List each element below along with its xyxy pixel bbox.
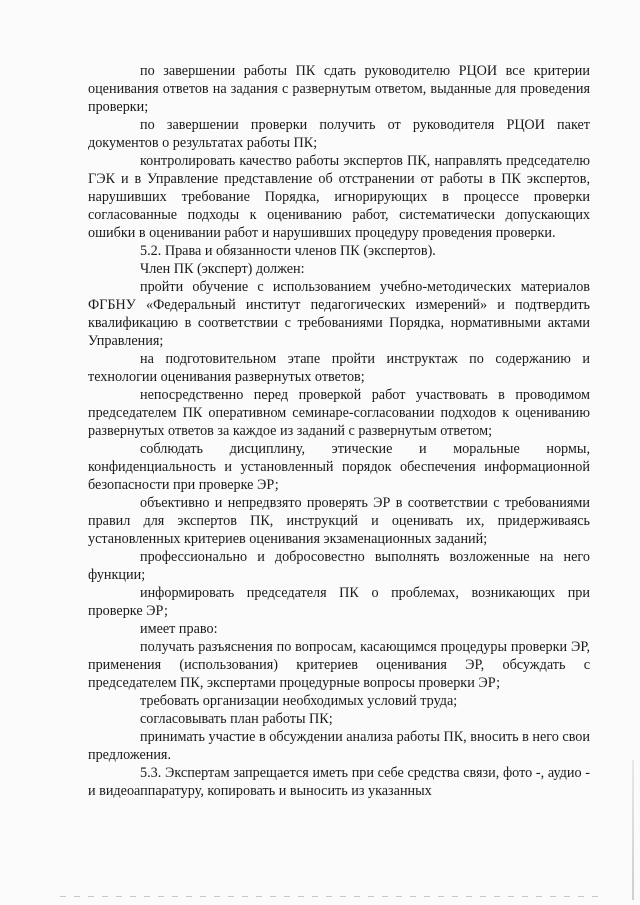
paragraph: по завершении проверки получить от руководителя РЦОИ пакет документов о результатах работы ПК;: [88, 117, 590, 151]
document-body: [88, 62, 590, 800]
paragraph: контролировать качество работы экспертов ПК, направлять председателю ГЭК и в Управление представление об отстранении от работы в ПК экспертов, нарушивших требование Порядка, игнорирующих в процессе проверки согласованные подходы к оцениванию работ, систематически допускающих ошибки в оценивании работ и нарушивших процедуру проведения проверки.: [88, 153, 590, 241]
paragraph: имеет право:: [140, 621, 218, 637]
paragraph: непосредственно перед проверкой работ участвовать в проводимом председателем ПК оперативном семинаре-согласовании подходов к оцениванию развернутых ответов за каждое из заданий с развернутым ответом;: [88, 387, 590, 439]
paragraph: принимать участие в обсуждении анализа работы ПК, вносить в него свои предложения.: [88, 729, 590, 763]
paragraph: информировать председателя ПК о проблемах, возникающих при проверке ЭР;: [88, 585, 590, 619]
paragraph: согласовывать план работы ПК;: [140, 711, 333, 727]
paragraph: объективно и непредвзято проверять ЭР в соответствии с требованиями правил для экспертов ПК, инструкций и оценивать их, придерживаясь установленных критериев оценивания экзаменационных заданий;: [88, 495, 590, 547]
paragraph: Член ПК (эксперт) должен:: [140, 261, 305, 277]
section-paragraph: 5.3. Экспертам запрещается иметь при себе средства связи, фото -, аудио - и видеоаппаратуру, копировать и выносить из указанных: [88, 765, 590, 799]
section-heading: 5.2. Права и обязанности членов ПК (экспертов).: [140, 243, 436, 259]
scan-bottom-artifact: [60, 896, 600, 897]
scan-edge-shadow: [632, 760, 634, 900]
paragraph: соблюдать дисциплину, этические и моральные нормы, конфиденциальность и установленный порядок обеспечения информационной безопасности при проверке ЭР;: [88, 441, 590, 493]
paragraph: получать разъяснения по вопросам, касающимся процедуры проверки ЭР, применения (использования) критериев оценивания ЭР, обсуждать с председателем ПК, экспертами процедурные вопросы проверки ЭР;: [88, 639, 590, 691]
paragraph: требовать организации необходимых условий труда;: [140, 693, 458, 709]
paragraph: пройти обучение с использованием учебно-методических материалов ФГБНУ «Федеральный институт педагогических измерений» и подтвердить квалификацию в соответствии с требованиями Порядка, нормативными актами Управления;: [88, 279, 590, 349]
paragraph: профессионально и добросовестно выполнять возложенные на него функции;: [88, 549, 590, 583]
paragraph: на подготовительном этапе пройти инструктаж по содержанию и технологии оценивания развернутых ответов;: [88, 351, 590, 385]
paragraph: по завершении работы ПК сдать руководителю РЦОИ все критерии оценивания ответов на задания с развернутым ответом, выданные для проведения проверки;: [88, 63, 590, 115]
